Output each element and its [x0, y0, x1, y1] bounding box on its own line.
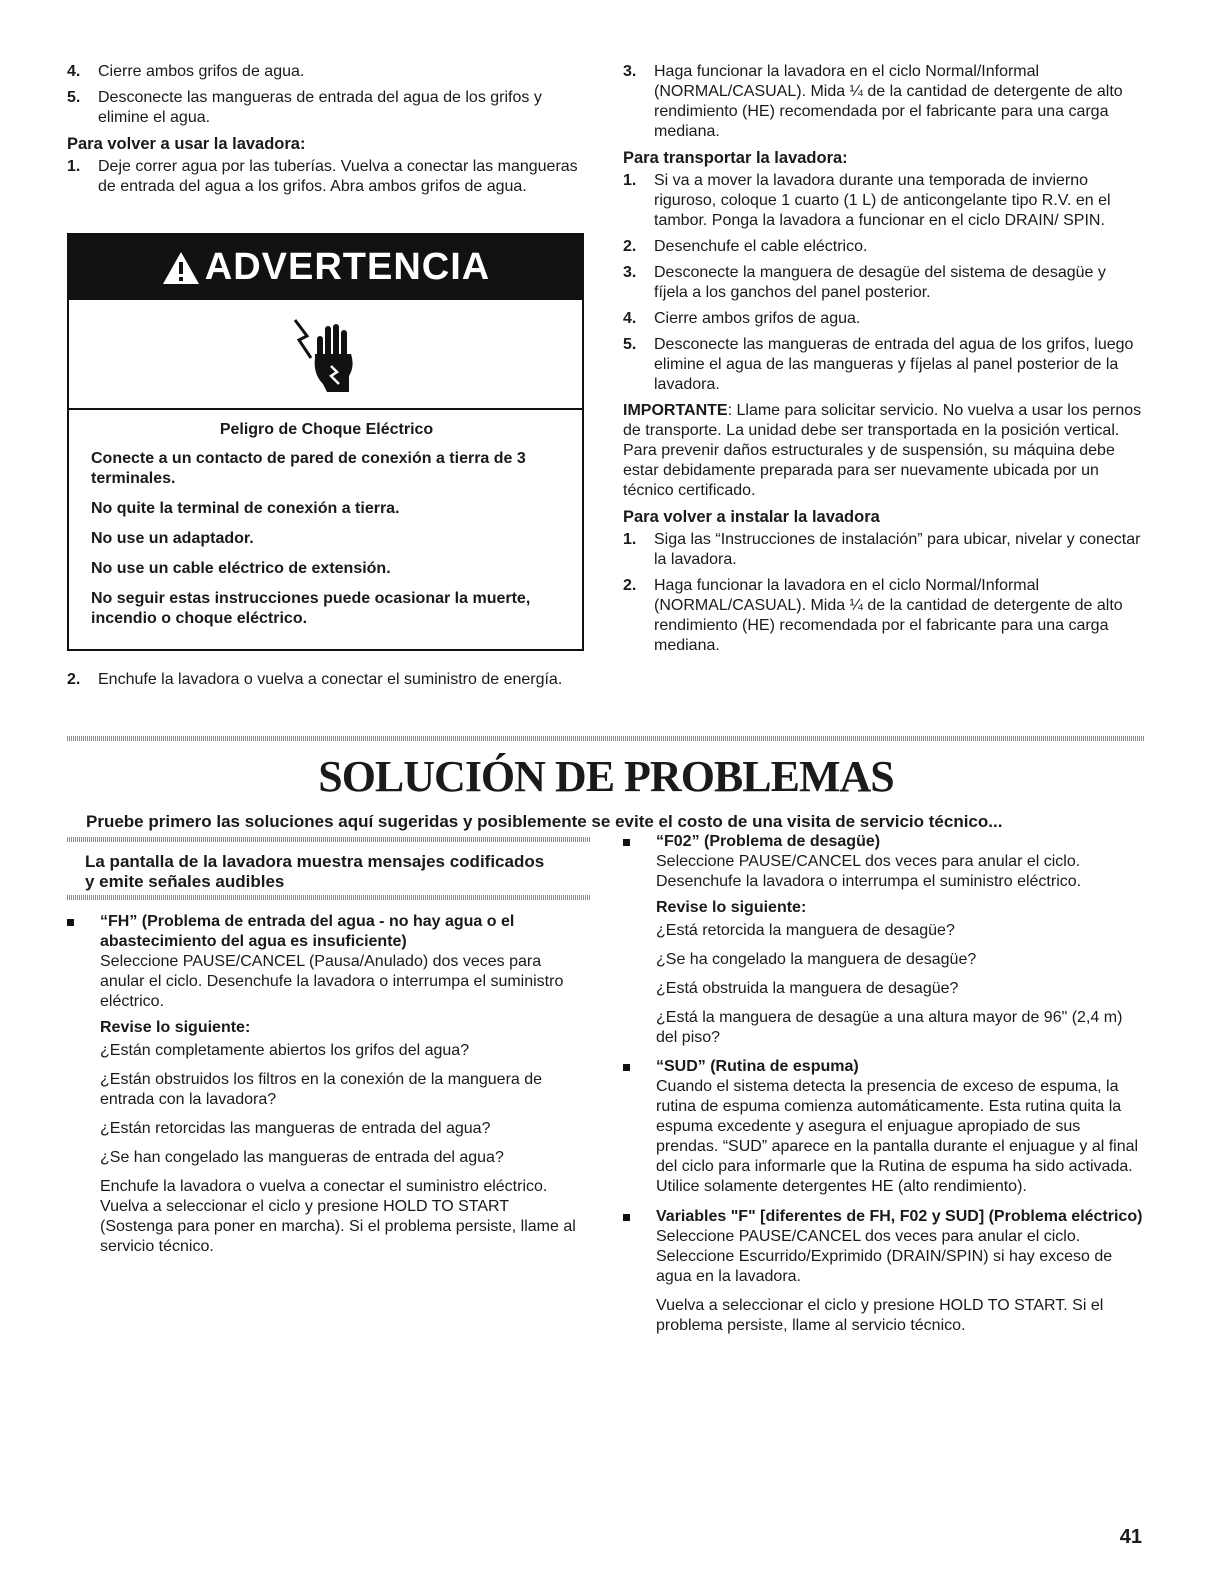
check-question: ¿Está obstruida la manguera de desagüe?: [656, 980, 959, 997]
step-text: Desconecte las mangueras de entrada del agua de los grifos y elimine el agua.: [98, 89, 542, 126]
step-number: 1.: [623, 531, 637, 548]
important-text: : Llame para solicitar servicio. No vuelva a usar los pernos de transporte. La unidad debe ser transportada en la posición vertical. Para prevenir daños estructurales y de suspensión, su máquina debe estar debidamente preparada para ser nuevamente ubicada por un técnico certificado.: [623, 402, 1142, 499]
warning-pictogram: [69, 300, 582, 410]
step-number: 4.: [623, 310, 637, 327]
step-text: Haga funcionar la lavadora en el ciclo Normal/Informal (NORMAL/CASUAL). Mida ¼ de la cantidad de detergente de alto rendimiento (HE) recomendada por el fabricante para una carga mediana.: [654, 63, 1123, 140]
warning-line: No use un cable eléctrico de extensión.: [91, 560, 391, 577]
check-question: ¿Están completamente abiertos los grifos del agua?: [100, 1042, 470, 1059]
top-left-column: [67, 62, 587, 203]
electric-shock-hand-icon: [291, 314, 361, 394]
steps-list-c: [623, 530, 1143, 656]
error-title: “FH” (Problema de entrada del agua - no hay agua o el abastecimiento del agua es insuficiente): [100, 913, 515, 950]
bullet-square-icon: [67, 919, 74, 926]
bullet-square-icon: [623, 1064, 630, 1071]
list-item: [623, 530, 1143, 570]
check-heading: Revise lo siguiente:: [656, 899, 807, 916]
error-title: “SUD” (Rutina de espuma): [656, 1058, 859, 1075]
warning-box: [67, 233, 584, 651]
page-subtitle: Pruebe primero las soluciones aquí sugeridas y posiblemente se evite el costo de una visita de servicio técnico...: [86, 812, 1003, 831]
bullet-square-icon: [623, 1214, 630, 1221]
step-number: 1.: [67, 158, 81, 175]
step-number: 5.: [623, 336, 637, 353]
error-f02: [623, 832, 1143, 1048]
list-item: [623, 263, 1143, 303]
step-number: 2.: [623, 238, 637, 255]
list-item: [623, 576, 1143, 656]
check-question: ¿Está retorcida la manguera de desagüe?: [656, 922, 955, 939]
warning-line: No seguir estas instrucciones puede ocasionar la muerte, incendio o choque eléctrico.: [91, 590, 531, 627]
error-variables: [623, 1207, 1143, 1336]
step-number: 5.: [67, 89, 81, 106]
error-text: Cuando el sistema detecta la presencia de exceso de espuma, la rutina de espuma comienza automáticamente. Esta rutina quita la espuma excedente y asegura el enjuague apropiado de sus prendas. “SUD” aparece en la pantalla durante el enjuague y al final del ciclo para informarle que la Rutina de espuma ha sido activada. Utilice solamente detergentes HE (alto rendimiento).: [656, 1078, 1139, 1195]
page-title: SOLUCIÓN DE PROBLEMAS: [318, 752, 894, 801]
warning-title: ADVERTENCIA: [204, 246, 491, 288]
step-text: Cierre ambos grifos de agua.: [98, 63, 305, 80]
bottom-left-column: [67, 912, 577, 1257]
step-text: Si va a mover la lavadora durante una temporada de invierno riguroso, coloque 1 cuarto (1 L) de anticongelante tipo R.V. en el tambor. Ponga la lavadora a funcionar en el ciclo DRAIN/ SPIN.: [654, 172, 1111, 229]
bottom-right-column: [623, 832, 1143, 1336]
steps-list-a: [623, 62, 1143, 142]
warning-triangle-icon: [161, 250, 201, 286]
list-item: [623, 335, 1143, 395]
step-number: 4.: [67, 63, 81, 80]
warning-caption: Peligro de Choque Eléctrico: [219, 421, 434, 438]
section-heading-codes: La pantalla de la lavadora muestra mensajes codificados y emite señales audibles: [85, 852, 545, 891]
step-text: Desenchufe el cable eléctrico.: [654, 238, 868, 255]
list-item: [67, 670, 587, 690]
step-number: 3.: [623, 264, 637, 281]
important-label: IMPORTANTE: [623, 402, 728, 419]
bullet-square-icon: [623, 839, 630, 846]
step-text: Enchufe la lavadora o vuelva a conectar el suministro de energía.: [98, 671, 563, 688]
error-text: Seleccione PAUSE/CANCEL dos veces para anular el ciclo. Desenchufe la lavadora o interrumpa el suministro eléctrico.: [656, 853, 1082, 890]
step-text: Cierre ambos grifos de agua.: [654, 310, 861, 327]
check-question: ¿Se ha congelado la manguera de desagüe?: [656, 951, 977, 968]
section-divider: [67, 837, 590, 842]
top-left-column-bottom: [67, 670, 587, 696]
important-note: [623, 401, 1143, 501]
step-text: Siga las “Instrucciones de instalación” para ubicar, nivelar y conectar la lavadora.: [654, 531, 1141, 568]
error-fh: [67, 912, 577, 1257]
steps-list-c: [67, 670, 587, 690]
step-text: Desconecte las mangueras de entrada del agua de los grifos, luego elimine el agua de las mangueras y fíjelas al panel posterior de la lavadora.: [654, 336, 1134, 393]
section-divider: [67, 895, 590, 900]
page-number: 41: [1119, 1526, 1142, 1548]
steps-list-b: [623, 171, 1143, 395]
list-item: [623, 171, 1143, 231]
list-item: [67, 62, 587, 82]
step-text: Haga funcionar la lavadora en el ciclo Normal/Informal (NORMAL/CASUAL). Mida ¼ de la cantidad de detergente de alto rendimiento (HE) recomendada por el fabricante para una carga mediana.: [654, 577, 1123, 654]
steps-list-a: [67, 62, 587, 128]
warning-line: No quite la terminal de conexión a tierra.: [91, 500, 400, 517]
check-question: ¿Están obstruidos los filtros en la conexión de la manguera de entrada con la lavadora?: [100, 1071, 543, 1108]
check-heading: Revise lo siguiente:: [100, 1019, 251, 1036]
step-text: Deje correr agua por las tuberías. Vuelva a conectar las mangueras de entrada del agua a los grifos. Abra ambos grifos de agua.: [98, 158, 578, 195]
section-heading-transport: Para transportar la lavadora:: [623, 149, 848, 167]
error-text-2: Vuelva a seleccionar el ciclo y presione HOLD TO START. Si el problema persiste, llame al servicio técnico.: [656, 1297, 1104, 1334]
top-right-column: [623, 62, 1143, 662]
step-number: 2.: [623, 577, 637, 594]
list-item: [623, 62, 1143, 142]
step-text: Desconecte la manguera de desagüe del sistema de desagüe y fíjela a los ganchos del panel posterior.: [654, 264, 1106, 301]
warning-line: No use un adaptador.: [91, 530, 254, 547]
step-number: 2.: [67, 671, 81, 688]
section-heading-reinstall: Para volver a instalar la lavadora: [623, 508, 880, 526]
error-title: Variables "F" [diferentes de FH, F02 y SUD] (Problema eléctrico): [656, 1208, 1143, 1225]
list-item: [67, 88, 587, 128]
check-question: ¿Se han congelado las mangueras de entrada del agua?: [100, 1149, 504, 1166]
error-title: “F02” (Problema de desagüe): [656, 833, 881, 850]
check-question: ¿Está la manguera de desagüe a una altura mayor de 96" (2,4 m) del piso?: [656, 1009, 1123, 1046]
error-sud: [623, 1057, 1143, 1197]
warning-body: [69, 410, 582, 629]
error-closing: Enchufe la lavadora o vuelva a conectar el suministro eléctrico. Vuelva a seleccionar el ciclo y presione HOLD TO START (Sostenga para poner en marcha). Si el problema persiste, llame al servicio técnico.: [100, 1178, 576, 1255]
section-heading-reuse: Para volver a usar la lavadora:: [67, 135, 306, 153]
warning-line: Conecte a un contacto de pared de conexión a tierra de 3 terminales.: [91, 450, 526, 487]
check-question: ¿Están retorcidas las mangueras de entrada del agua?: [100, 1120, 491, 1137]
step-number: 3.: [623, 63, 637, 80]
list-item: [623, 237, 1143, 257]
warning-header: [69, 235, 582, 300]
list-item: [67, 157, 587, 197]
error-text: Seleccione PAUSE/CANCEL (Pausa/Anulado) dos veces para anular el ciclo. Desenchufe la lavadora o interrumpa el suministro eléctrico.: [100, 953, 564, 1010]
step-number: 1.: [623, 172, 637, 189]
error-text: Seleccione PAUSE/CANCEL dos veces para anular el ciclo. Seleccione Escurrido/Exprimido (DRAIN/SPIN) si hay exceso de agua en la lavadora.: [656, 1228, 1113, 1285]
list-item: [623, 309, 1143, 329]
section-divider: [67, 736, 1145, 741]
steps-list-b: [67, 157, 587, 197]
